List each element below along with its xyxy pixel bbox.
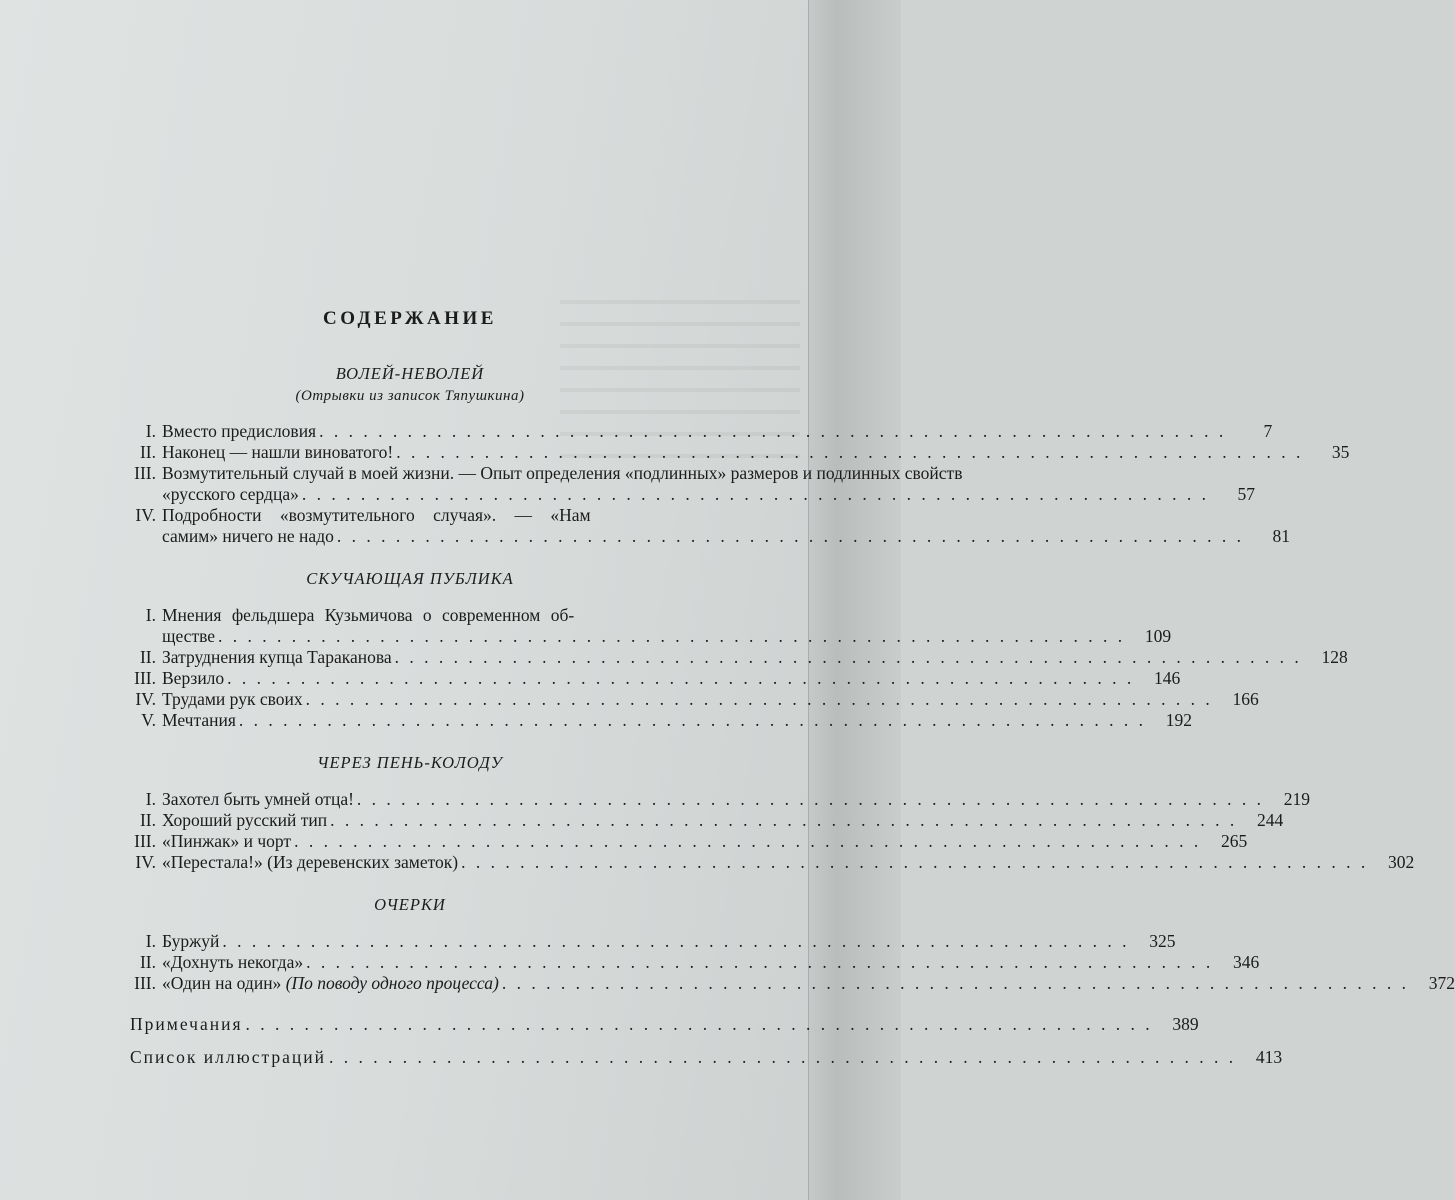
- toc-entry[interactable]: [120, 421, 1273, 442]
- dot-leader: [393, 442, 1303, 463]
- entry-title: Список иллюстраций: [130, 1047, 326, 1067]
- dot-leader: [334, 526, 1244, 547]
- table-of-contents: [120, 300, 1455, 1068]
- toc-entry[interactable]: [120, 931, 1176, 952]
- entry-title: Мечтания: [162, 710, 236, 730]
- section-volei-nevolei: [120, 364, 1350, 547]
- entry-page: 166: [1232, 689, 1259, 709]
- toc-entry[interactable]: [120, 647, 1348, 668]
- entry-title-lead: Подробности «возмутительного случая». — «Нам: [162, 505, 591, 525]
- toc-entry[interactable]: [120, 668, 1181, 689]
- entry-page: 7: [1263, 421, 1273, 441]
- section-title: ВОЛЕЙ-НЕВОЛЕЙ: [335, 364, 485, 383]
- entry-number: V.: [141, 710, 156, 730]
- entry-number: II.: [139, 952, 156, 972]
- dot-leader: [316, 421, 1226, 442]
- entry-number: III.: [134, 463, 156, 483]
- entry-page: 413: [1255, 1047, 1283, 1067]
- section-cherez-pen-kolodu: [120, 753, 1415, 873]
- entry-number: I.: [145, 789, 156, 809]
- section-ocherki: [120, 895, 1455, 994]
- entry-title: Буржуй: [162, 931, 220, 951]
- entry-number: II.: [139, 810, 156, 830]
- dot-leader: [303, 689, 1213, 710]
- entry-title: «Перестала!» (Из деревенских заметок): [162, 852, 459, 872]
- toc-entry[interactable]: [120, 852, 1415, 873]
- dot-leader: [224, 668, 1134, 689]
- section-title: СКУЧАЮЩАЯ ПУБЛИКА: [306, 569, 514, 588]
- dot-leader: [291, 831, 1201, 852]
- dot-leader: [326, 1047, 1236, 1068]
- toc-entry[interactable]: [120, 442, 1350, 463]
- entry-subtitle: (По поводу одного процесса): [285, 973, 499, 993]
- toc-entry[interactable]: [120, 463, 1255, 505]
- entry-title: Затруднения купца Тараканова: [162, 647, 392, 667]
- dot-leader: [299, 484, 1209, 505]
- entry-page: 219: [1283, 789, 1311, 809]
- entry-number: III.: [134, 973, 156, 993]
- section-skuchayushchaya-publika: [120, 569, 1348, 731]
- entry-number: II.: [139, 647, 156, 667]
- dot-leader: [458, 852, 1368, 873]
- entry-page: 81: [1272, 526, 1290, 546]
- entry-title: Трудами рук своих: [162, 689, 303, 709]
- toc-entry[interactable]: [120, 689, 1259, 710]
- toc-entry[interactable]: [120, 831, 1248, 852]
- entry-title: «русского сердца»: [162, 484, 299, 504]
- entry-number: I.: [145, 421, 156, 441]
- toc-entry[interactable]: [120, 789, 1311, 810]
- entry-title-lead: Мнения фельдшера Кузьмичова о современном об-: [162, 605, 575, 625]
- entry-page: 325: [1149, 931, 1176, 951]
- entry-title: Примечания: [130, 1014, 243, 1034]
- dot-leader: [392, 647, 1302, 668]
- entry-page: 346: [1232, 952, 1260, 972]
- toc-entry[interactable]: [120, 973, 1455, 994]
- entry-page: 57: [1237, 484, 1255, 504]
- entry-page: 128: [1321, 647, 1348, 667]
- dot-leader: [219, 931, 1129, 952]
- entry-title: Наконец — нашли виноватого!: [162, 442, 394, 462]
- entry-page: 146: [1154, 668, 1181, 688]
- dot-leader: [215, 626, 1125, 647]
- entry-title: самим» ничего не надо: [162, 526, 334, 546]
- entry-page: 265: [1220, 831, 1248, 851]
- entry-number: I.: [145, 605, 156, 625]
- toc-entry[interactable]: [120, 605, 1172, 647]
- entry-number: IV.: [135, 852, 156, 872]
- toc-entry[interactable]: [120, 505, 1290, 547]
- toc-entry[interactable]: [120, 952, 1260, 973]
- entry-title: «Дохнуть некогда»: [162, 952, 304, 972]
- entry-number: III.: [134, 668, 156, 688]
- section-title: ЧЕРЕЗ ПЕНЬ-КОЛОДУ: [317, 753, 503, 772]
- entry-title: Верзило: [162, 668, 225, 688]
- entry-page: 244: [1257, 810, 1284, 830]
- page-title: СОДЕРЖАНИЕ: [323, 308, 497, 329]
- entry-page: 109: [1144, 626, 1172, 646]
- dot-leader: [327, 810, 1237, 831]
- dot-leader: [236, 710, 1146, 731]
- toc-entry-illustrations[interactable]: [120, 1047, 1283, 1068]
- entry-page: 192: [1165, 710, 1192, 730]
- entry-page: 389: [1172, 1014, 1199, 1034]
- section-subtitle: (Отрывки из записок Тяпушкина): [295, 388, 525, 404]
- dot-leader: [303, 952, 1213, 973]
- entry-number: III.: [134, 831, 156, 851]
- entry-title: Вместо предисловия: [162, 421, 317, 441]
- section-title: ОЧЕРКИ: [374, 895, 446, 914]
- entry-number: I.: [145, 931, 156, 951]
- entry-title: ществе: [162, 626, 216, 646]
- entry-page: 372: [1428, 973, 1455, 993]
- entry-number: IV.: [135, 689, 156, 709]
- appendix: [120, 1014, 1283, 1068]
- dot-leader: [499, 973, 1409, 994]
- entry-title: «Один на один» (По поводу одного процесса): [162, 973, 499, 993]
- toc-entry-notes[interactable]: [120, 1014, 1199, 1035]
- dot-leader: [354, 789, 1264, 810]
- entry-title: Хороший русский тип: [162, 810, 328, 830]
- entry-page: 35: [1331, 442, 1350, 462]
- toc-entry[interactable]: [120, 710, 1192, 731]
- entry-number: IV.: [135, 505, 156, 525]
- entry-title: «Пинжак» и чорт: [162, 831, 292, 851]
- dot-leader: [243, 1014, 1153, 1035]
- entry-title: Захотел быть умней отца!: [162, 789, 354, 809]
- entry-page: 302: [1388, 852, 1415, 872]
- entry-number: II.: [139, 442, 156, 462]
- entry-title-lead: Возмутительный случай в моей жизни. — Опыт определения «подлинных» размеров и подлинных свойств: [162, 463, 963, 483]
- toc-entry[interactable]: [120, 810, 1284, 831]
